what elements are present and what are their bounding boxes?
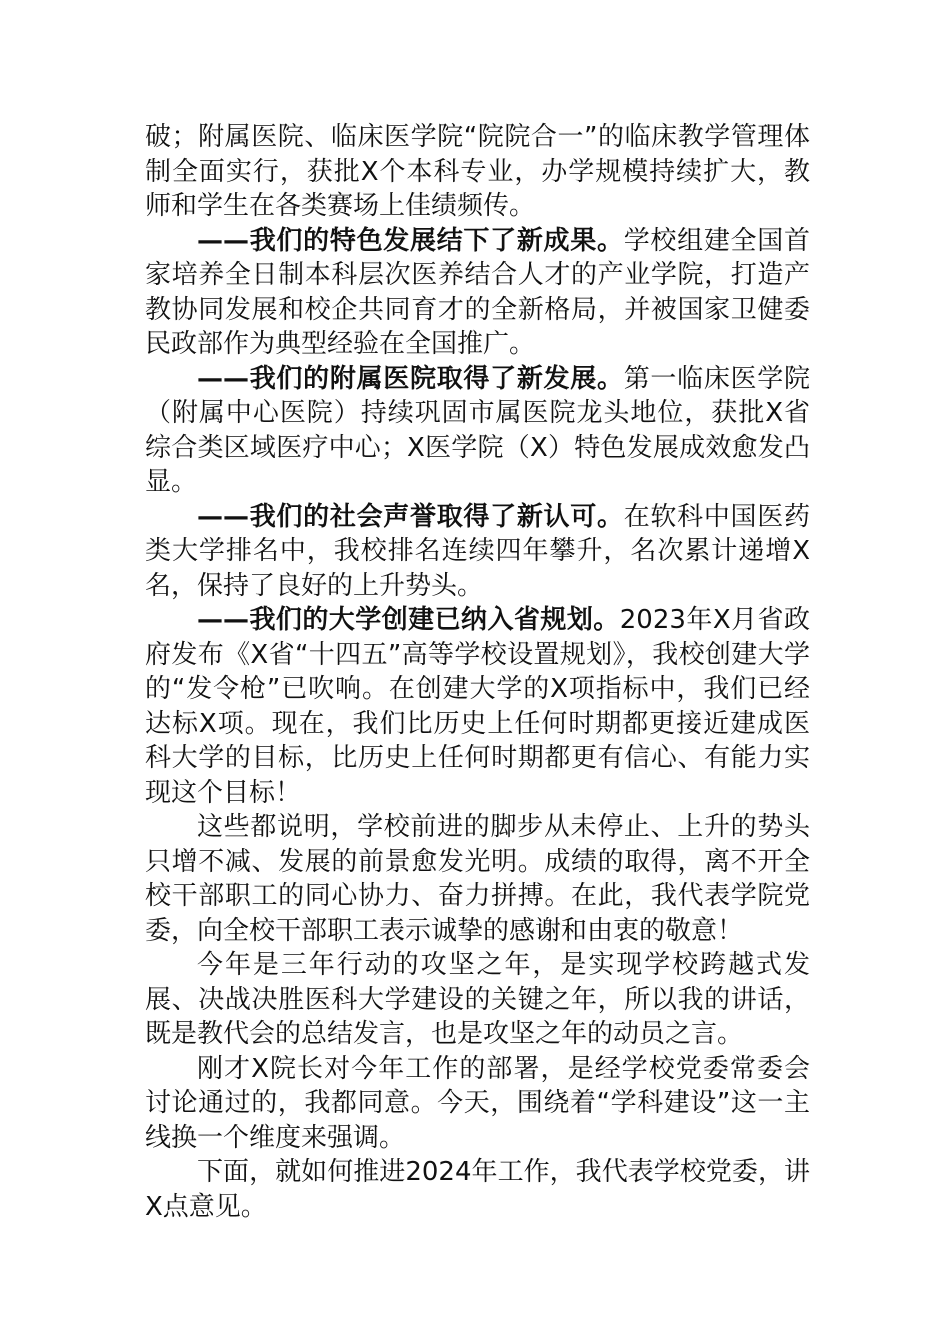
- paragraph-text: 刚才X院长对今年工作的部署，是经学校党委常委会讨论通过的，我都同意。今天，围绕着“学科建设”这一主线换一个维度来强调。: [145, 1053, 810, 1153]
- paragraph-achievement-featured-development: [145, 224, 810, 362]
- paragraph-lead: ——我们的大学创建已纳入省规划。: [197, 605, 620, 635]
- paragraph-text: 在软科中国医药类大学排名中，我校排名连续四年攀升，名次累计递增X名，保持了良好的上升势头。: [145, 501, 810, 601]
- paragraph-lead: ——我们的附属医院取得了新发展。: [197, 363, 624, 394]
- paragraph-text: 2023年X月省政府发布《X省“十四五”高等学校设置规划》，我校创建大学的“发令枪”已吹响。在创建大学的X项指标中，我们已经达标X项。现在，我们比历史上任何时期都更接近建成医科大学的目标，比历史上任何时期都更有信心、有能力实现这个目标！: [145, 605, 810, 808]
- paragraph-summary: [145, 810, 810, 948]
- paragraph-text: 这些都说明，学校前进的脚步从未停止、上升的势头只增不减、发展的前景愈发光明。成绩的取得，离不开全校干部职工的同心协力、奋力拼搏。在此，我代表学院党委，向全校干部职工表示诚挚的感谢和由衷的敬意！: [145, 812, 810, 946]
- paragraph-text: 今年是三年行动的攻坚之年，是实现学校跨越式发展、决战决胜医科大学建设的关键之年，所以我的讲话，既是教代会的总结发言，也是攻坚之年的动员之言。: [145, 950, 810, 1049]
- paragraph-text: 破；附属医院、临床医学院“院院合一”的临床教学管理体制全面实行，获批X个本科专业，办学规模持续扩大，教师和学生在各类赛场上佳绩频传。: [145, 122, 810, 221]
- document-body: [145, 120, 810, 1224]
- paragraph-opinions: [145, 1155, 810, 1224]
- paragraph-this-year: [145, 948, 810, 1052]
- paragraph-text: 下面，就如何推进2024年工作，我代表学校党委，讲X点意见。: [145, 1157, 810, 1222]
- paragraph-deployment: [145, 1052, 810, 1156]
- paragraph-achievement-university-plan: [145, 603, 810, 810]
- paragraph-text: 第一临床医学院（附属中心医院）持续巩固市属医院龙头地位，获批X省综合类区域医疗中心；X医学院（X）特色发展成效愈发凸显。: [145, 363, 810, 497]
- paragraph-lead: ——我们的社会声誉取得了新认可。: [197, 501, 624, 532]
- paragraph-continued: [145, 120, 810, 224]
- paragraph-text: 学校组建全国首家培养全日制本科层次医养结合人才的产业学院，打造产教协同发展和校企共同育才的全新格局，并被国家卫健委民政部作为典型经验在全国推广。: [145, 225, 810, 359]
- paragraph-achievement-reputation: [145, 500, 810, 604]
- paragraph-lead: ——我们的特色发展结下了新成果。: [197, 225, 624, 256]
- paragraph-achievement-affiliated-hospital: [145, 362, 810, 500]
